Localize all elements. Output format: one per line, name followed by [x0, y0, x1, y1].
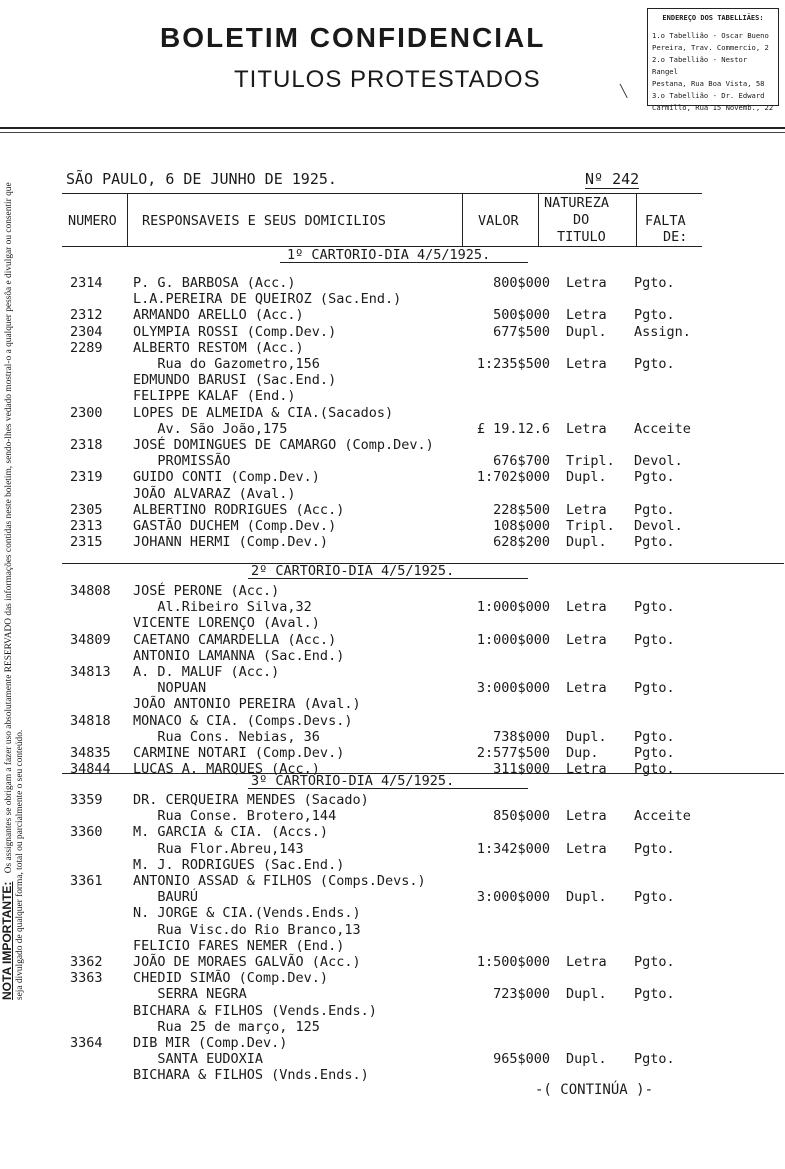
entry-number: 3362	[70, 954, 103, 970]
entry-number: 2318	[70, 437, 103, 453]
header-rule-thin	[0, 132, 785, 133]
entry-value: 850$000	[493, 808, 550, 825]
entry-responsible: N. JORGE & CIA.(Vends.Ends.)	[133, 905, 361, 922]
header-rule	[0, 127, 785, 129]
section-title: 2º CARTORIO-DIA 4/5/1925.	[251, 563, 455, 579]
entry-number: 34844	[70, 761, 111, 778]
entry-responsible: ANTONIO LAMANNA (Sac.End.)	[133, 647, 345, 664]
address-line: 2.o Tabellião - Nestor Rangel	[652, 55, 748, 76]
entry-responsible: OLYMPIA ROSSI (Comp.Dev.)	[133, 323, 337, 340]
entry-title-type: Dupl.	[566, 323, 607, 340]
sidebar-note	[2, 180, 24, 1000]
entry-number: 2289	[70, 339, 103, 356]
entry-title-type: Dupl.	[566, 534, 607, 551]
entry-reason: Pgto.	[634, 307, 675, 324]
col-header-natureza-3: TITULO	[557, 229, 606, 245]
entry-responsible: EDMUNDO BARUSI (Sac.End.)	[133, 372, 337, 389]
col-header-valor: VALOR	[478, 213, 519, 229]
entry-reason: Devol.	[634, 518, 683, 534]
address-line: 3.o Tabellião - Dr. Edward	[652, 91, 765, 100]
entry-responsible: Rua Visc.do Rio Branco,13	[133, 921, 361, 938]
entry-number: 3364	[70, 1035, 103, 1051]
issue-number: Nº 242	[585, 170, 640, 188]
table-top-rule	[62, 193, 702, 194]
entry-number: 2319	[70, 469, 103, 486]
entry-responsible: JOÃO ALVARAZ (Aval.)	[133, 485, 296, 502]
entry-responsible: VICENTE LORENÇO (Aval.)	[133, 615, 320, 632]
entry-responsible: CARMINE NOTARI (Comp.Dev.)	[133, 745, 345, 761]
entry-reason: Assign.	[634, 323, 691, 340]
entry-title-type: Dupl.	[566, 889, 607, 906]
entry-number: 3359	[70, 792, 103, 808]
entry-responsible: JOSÉ PERONE (Acc.)	[133, 583, 280, 599]
entry-responsible: CAETANO CAMARDELLA (Acc.)	[133, 631, 337, 648]
entry-responsible: A. D. MALUF (Acc.)	[133, 664, 280, 680]
entry-number: 2300	[70, 404, 103, 421]
col-header-numero: NUMERO	[68, 213, 117, 229]
entry-responsible: GUIDO CONTI (Comp.Dev.)	[133, 469, 320, 486]
entry-value: 3:000$000	[476, 680, 550, 697]
entry-reason: Pgto.	[634, 501, 675, 518]
col-divider	[127, 193, 128, 246]
entry-number: 2305	[70, 501, 103, 518]
entry-title-type: Letra	[566, 954, 607, 970]
notary-address-box	[647, 8, 779, 112]
entry-responsible: ANTONIO ASSAD & FILHOS (Comps.Devs.)	[133, 873, 426, 889]
entry-value: 1:000$000	[476, 599, 550, 616]
entry-reason: Pgto.	[634, 889, 675, 906]
entry-number: 3363	[70, 970, 103, 987]
entry-title-type: Tripl.	[566, 518, 615, 534]
address-line: Carmillo, Rua 15 Novemb., 22	[652, 103, 774, 112]
entry-responsible: Al.Ribeiro Silva,32	[133, 599, 312, 616]
entry-value: 1:702$000	[476, 469, 550, 486]
entry-number: 2314	[70, 275, 103, 291]
entry-number: 34813	[70, 664, 111, 680]
entry-responsible: SANTA EUDOXIA	[133, 1051, 264, 1068]
col-header-natureza-2: DO	[573, 212, 590, 228]
entry-responsible: ARMANDO ARELLO (Acc.)	[133, 307, 304, 324]
entry-value: 677$500	[493, 323, 550, 340]
entry-title-type: Dupl.	[566, 469, 607, 486]
section-underline	[248, 788, 528, 789]
entry-title-type: Letra	[566, 680, 607, 697]
entry-reason: Pgto.	[634, 728, 675, 745]
entry-value: 228$500	[493, 501, 550, 518]
entry-number: 2313	[70, 518, 103, 534]
entry-value: 628$200	[493, 534, 550, 551]
entry-value: 3:000$000	[476, 889, 550, 906]
entry-responsible: BICHARA & FILHOS (Vnds.Ends.)	[133, 1067, 369, 1084]
entry-responsible: P. G. BARBOSA (Acc.)	[133, 275, 296, 291]
continua-note: -( CONTINÚA )-	[535, 1082, 654, 1098]
entry-value: 676$700	[493, 453, 550, 470]
entry-title-type: Letra	[566, 808, 607, 825]
entry-responsible: LUCAS A. MARQUES (Acc.)	[133, 761, 320, 778]
entry-number: 34809	[70, 631, 111, 648]
entry-value: 1:342$000	[476, 840, 550, 857]
col-header-falta-1: FALTA	[645, 213, 686, 229]
entry-reason: Pgto.	[634, 599, 675, 616]
entry-responsible: FELICIO FARES NEMER (End.)	[133, 937, 345, 954]
entry-reason: Pgto.	[634, 1051, 675, 1068]
entry-responsible: FELIPPE KALAF (End.)	[133, 388, 296, 405]
entry-title-type: Tripl.	[566, 453, 615, 470]
section-underline	[248, 578, 528, 579]
entry-reason: Pgto.	[634, 761, 675, 778]
entry-value: £ 19.12.6	[476, 420, 550, 437]
entry-responsible: NOPUAN	[133, 680, 207, 697]
entry-title-type: Letra	[566, 599, 607, 616]
entry-value: 1:000$000	[476, 631, 550, 648]
entry-reason: Acceite	[634, 808, 691, 825]
col-divider	[538, 193, 539, 246]
section-underline	[280, 262, 528, 263]
entry-value: 723$000	[493, 986, 550, 1003]
entry-responsible: DR. CERQUEIRA MENDES (Sacado)	[133, 792, 369, 808]
entry-reason: Pgto.	[634, 356, 675, 372]
entry-responsible: M. GARCIA & CIA. (Accs.)	[133, 824, 329, 841]
entry-responsible: Rua do Gazometro,156	[133, 356, 320, 372]
entry-reason: Pgto.	[634, 986, 675, 1003]
entry-reason: Pgto.	[634, 840, 675, 857]
entry-responsible: L.A.PEREIRA DE QUEIROZ (Sac.End.)	[133, 291, 402, 308]
section-title: 1º CARTORIO-DIA 4/5/1925.	[287, 247, 491, 263]
entry-responsible: Rua Cons. Nebias, 36	[133, 728, 320, 745]
entry-title-type: Dupl.	[566, 986, 607, 1003]
entry-responsible: MONACO & CIA. (Comps.Devs.)	[133, 712, 353, 729]
entry-number: 3360	[70, 824, 103, 841]
entry-responsible: LOPES DE ALMEIDA & CIA.(Sacados)	[133, 404, 394, 421]
entry-title-type: Letra	[566, 307, 607, 324]
entry-responsible: ALBERTO RESTOM (Acc.)	[133, 339, 304, 356]
entry-responsible: GASTÃO DUCHEM (Comp.Dev.)	[133, 518, 337, 534]
col-header-falta-2: DE:	[663, 229, 688, 245]
entry-title-type: Dupl.	[566, 728, 607, 745]
entry-responsible: JOSÉ DOMINGUES DE CAMARGO (Comp.Dev.)	[133, 437, 434, 453]
entry-responsible: SERRA NEGRA	[133, 986, 247, 1003]
entry-reason: Acceite	[634, 420, 691, 437]
stray-mark: ╲	[620, 84, 628, 98]
entry-reason: Pgto.	[634, 534, 675, 551]
bulletin-title: BOLETIM CONFIDENCIAL	[160, 22, 546, 53]
entry-number: 34835	[70, 745, 111, 761]
entry-responsible: BAURÚ	[133, 889, 199, 906]
entry-responsible: BICHARA & FILHOS (Vends.Ends.)	[133, 1002, 377, 1019]
entry-value: 500$000	[493, 307, 550, 324]
entry-title-type: Letra	[566, 761, 607, 778]
sidebar-note-label: NOTA IMPORTANTE:	[0, 881, 14, 1000]
section-title: 3º CARTORIO-DIA 4/5/1925.	[251, 773, 455, 789]
entry-value: 108$000	[493, 518, 550, 534]
entry-value: 965$000	[493, 1051, 550, 1068]
entry-responsible: JOÃO DE MORAES GALVÃO (Acc.)	[133, 954, 361, 970]
entry-value: 311$000	[493, 761, 550, 778]
col-divider	[462, 193, 463, 246]
entry-responsible: CHEDID SIMÃO (Comp.Dev.)	[133, 970, 329, 987]
entry-number: 2312	[70, 307, 103, 324]
entry-responsible: PROMISSÃO	[133, 453, 231, 470]
entry-reason: Pgto.	[634, 275, 675, 291]
entry-responsible: JOHANN HERMI (Comp.Dev.)	[133, 534, 329, 551]
entry-value: 1:235$500	[476, 356, 550, 372]
entry-title-type: Letra	[566, 420, 607, 437]
entry-title-type: Dup.	[566, 745, 599, 761]
entry-title-type: Letra	[566, 631, 607, 648]
entry-responsible: Rua Flor.Abreu,143	[133, 840, 304, 857]
entry-responsible: DIB MIR (Comp.Dev.)	[133, 1035, 288, 1051]
entry-number: 2315	[70, 534, 103, 551]
address-line: Pereira, Trav. Commercio, 2	[652, 43, 769, 52]
entry-responsible: Av. São João,175	[133, 420, 288, 437]
entry-reason: Pgto.	[634, 745, 675, 761]
entry-title-type: Letra	[566, 501, 607, 518]
entry-value: 2:577$500	[476, 745, 550, 761]
entry-title-type: Letra	[566, 275, 607, 291]
entry-responsible: JOÃO ANTONIO PEREIRA (Aval.)	[133, 696, 361, 713]
entry-value: 1:500$000	[476, 954, 550, 970]
entry-number: 34808	[70, 583, 111, 599]
entry-title-type: Letra	[566, 356, 607, 372]
entry-number: 34818	[70, 712, 111, 729]
entry-title-type: Dupl.	[566, 1051, 607, 1068]
address-line: Pestana, Rua Boa Vista, 58	[652, 79, 765, 88]
entry-number: 2304	[70, 323, 103, 340]
entry-reason: Devol.	[634, 453, 683, 470]
entry-title-type: Letra	[566, 840, 607, 857]
entry-value: 800$000	[493, 275, 550, 291]
address-line: 1.o Tabellião - Oscar Bueno	[652, 31, 769, 40]
place-date: SÃO PAULO, 6 DE JUNHO DE 1925.	[66, 170, 337, 188]
entry-number: 3361	[70, 873, 103, 889]
entry-responsible: ALBERTINO RODRIGUES (Acc.)	[133, 501, 345, 518]
col-header-responsaveis: RESPONSAVEIS E SEUS DOMICILIOS	[142, 213, 386, 229]
entry-reason: Pgto.	[634, 680, 675, 697]
entry-responsible: Rua 25 de março, 125	[133, 1018, 320, 1035]
address-box-title: ENDEREÇO DOS TABELLIÃES:	[662, 14, 764, 22]
entry-responsible: M. J. RODRIGUES (Sac.End.)	[133, 856, 345, 873]
entry-reason: Pgto.	[634, 469, 675, 486]
col-divider	[636, 193, 637, 246]
col-header-natureza-1: NATUREZA	[544, 195, 610, 211]
entry-reason: Pgto.	[634, 631, 675, 648]
bulletin-subtitle: TITULOS PROTESTADOS	[234, 66, 541, 93]
sidebar-note-text: Os assignantes se obrigam a fazer uso absolutamente RESERVADO das informações contidas neste boletim, sendo-lhes vedado mostral-o a qualquer pessôa e divulgar ou consentir que seja divulgado de qualquer forma, total ou parcialmente o seu conteúdo.	[4, 182, 25, 1000]
entry-reason: Pgto.	[634, 954, 675, 970]
entry-value: 738$000	[493, 728, 550, 745]
entry-responsible: Rua Conse. Brotero,144	[133, 808, 337, 825]
